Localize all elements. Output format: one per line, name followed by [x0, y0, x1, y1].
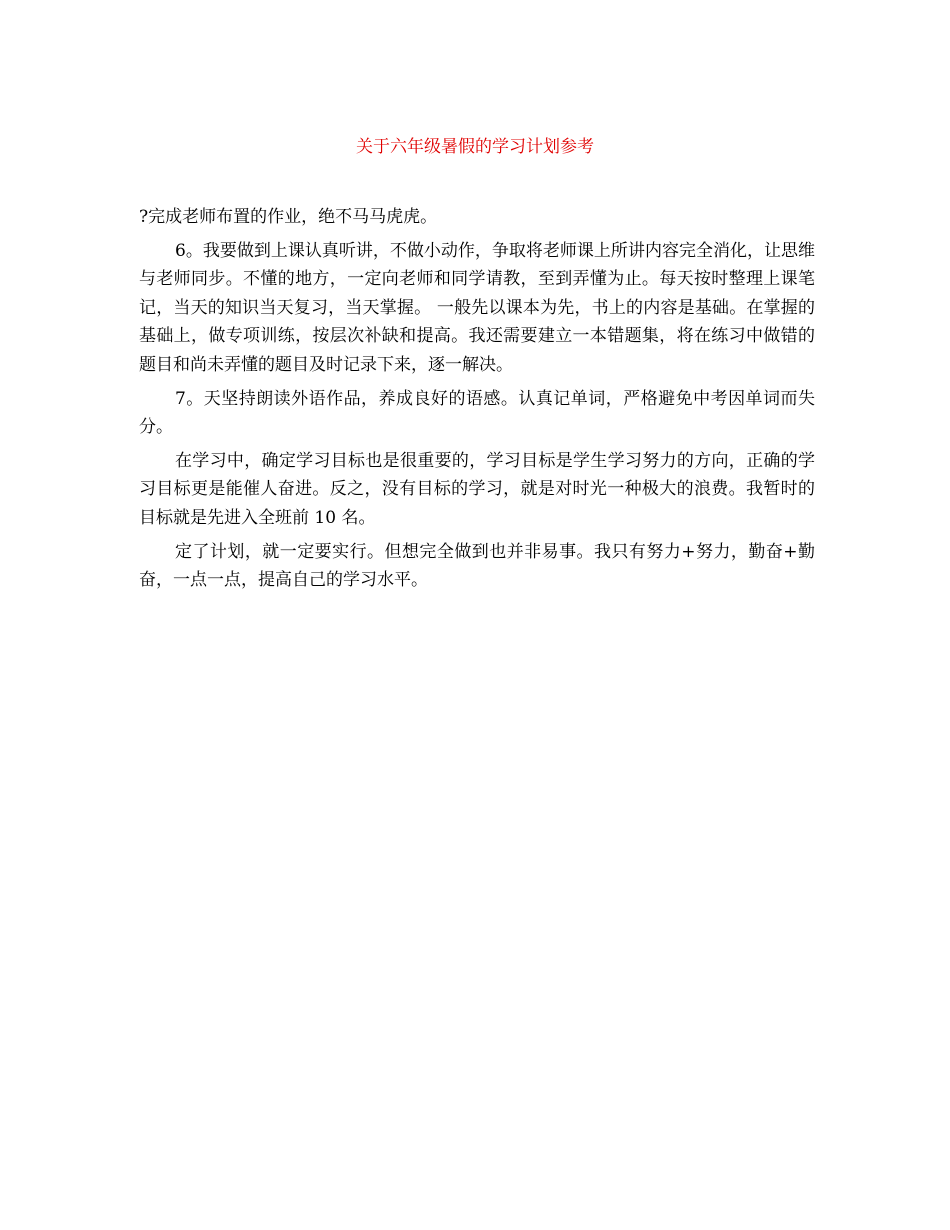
document-title: 关于六年级暑假的学习计划参考	[356, 137, 594, 157]
paragraph-intro: ?完成老师布置的作业，绝不马马虎虎。	[139, 207, 438, 227]
paragraph-item-7: 7。天坚持朗读外语作品，养成良好的语感。认真记单词，严格避免中考因单词而失分。	[139, 388, 815, 438]
document-body	[139, 203, 815, 600]
paragraph-item-6: 6。我要做到上课认真听讲，不做小动作，争取将老师课上所讲内容完全消化，让思维与老师同步。不懂的地方，一定向老师和同学请教，至到弄懂为止。每天按时整理上课笔记，当天的知识当天复习，当天掌握。 一般先以课本为先，书上的内容是基础。在掌握的基础上，做专项训练，按层次补缺和提高。我还需要建立一本错题集，将在练习中做错的题目和尚未弄懂的题目及时记录下来，逐一解决。	[139, 240, 815, 375]
paragraph-conclusion: 定了计划，就一定要实行。但想完全做到也并非易事。我只有努力+努力，勤奋+勤奋，一点一点，提高自己的学习水平。	[139, 541, 815, 591]
paragraph-learning-goal: 在学习中，确定学习目标也是很重要的，学习目标是学生学习努力的方向，正确的学习目标更是能催人奋进。反之，没有目标的学习，就是对时光一种极大的浪费。我暂时的目标就是先进入全班前 10 名。	[139, 450, 815, 528]
